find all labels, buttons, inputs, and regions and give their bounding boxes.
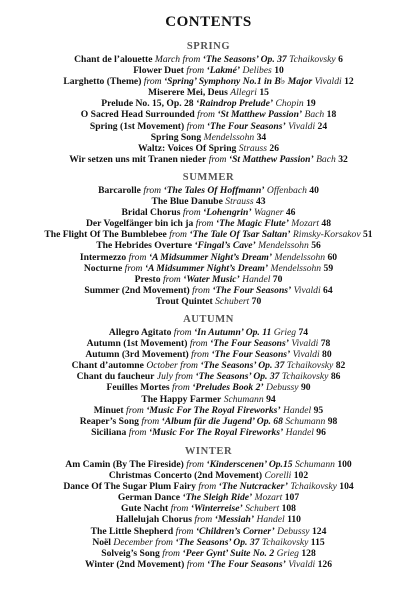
entry-from: from [192, 284, 210, 296]
toc-entry [0, 416, 417, 427]
entry-from: from [172, 382, 190, 394]
entry-title: The Flight Of The Bumblebee [44, 229, 167, 241]
entry-title: Barcarolle [98, 185, 141, 196]
entry-work: ‘Raindrop Prelude’ [196, 98, 274, 110]
entry-title: Chant d’automne [71, 360, 144, 372]
entry-title: Summer (2nd Movement) [84, 284, 190, 296]
entry-from: from [208, 153, 227, 165]
entry-composer: Vivaldi [291, 338, 319, 350]
entry-from: from [197, 109, 215, 121]
toc-entry [0, 229, 417, 240]
entry-from: from [173, 327, 192, 338]
toc-entry [0, 459, 417, 470]
entry-work: ‘Messiah’ [214, 514, 255, 526]
entry-composer: Tchaikovsky [261, 536, 309, 548]
entry-title: Am Camin (By The Fireside) [65, 459, 184, 470]
entry-page-number: 40 [309, 185, 319, 196]
entry-work: ‘The Four Seasons’ [206, 120, 286, 132]
entry-title: Presto [134, 273, 161, 285]
entry-composer: Vivaldi [293, 284, 321, 296]
season-heading: AUTUMN [183, 314, 234, 325]
entry-from: from [182, 207, 201, 219]
entry-composer: Handel [256, 514, 285, 526]
entry-title: Der Vogelfänger bin ich ja [85, 218, 194, 230]
entry-page-number: 24 [317, 120, 328, 132]
entry-title: Siciliana [91, 426, 127, 438]
entry-from: from [162, 547, 180, 559]
entry-composer: Debussy [277, 525, 310, 537]
entry-composer: Bach [316, 153, 336, 165]
entry-page-number: 32 [338, 153, 348, 165]
entry-title: Hallelujah Chorus [116, 514, 192, 526]
entry-from: from [128, 426, 147, 438]
entry-title: Nocturne [83, 262, 123, 274]
entry-title: The Happy Farmer [141, 393, 222, 405]
entry-work: ‘The Magic Flute’ [215, 218, 289, 230]
entry-work: ‘The Four Seasons’ [206, 558, 286, 570]
entry-composer: Mendelssohn [203, 131, 255, 143]
entry-page-number: 12 [344, 76, 354, 88]
entry-composer: Mendelssohn [270, 262, 322, 274]
entry-title: Waltz: Voices Of Spring [137, 142, 237, 154]
entry-from: from [186, 459, 204, 470]
entry-work: ‘The Four Seasons’ [210, 338, 289, 350]
entry-work: ‘Lohengrin’ [203, 207, 252, 219]
toc-entry [0, 218, 417, 229]
entry-work: ‘A Midsummer Night’s Dream’ [144, 262, 269, 274]
entry-page-number: 96 [316, 426, 326, 438]
entry-list [0, 459, 417, 570]
entry-from: October from [146, 360, 198, 372]
toc-entry [0, 109, 417, 120]
toc-entry [0, 185, 417, 196]
entry-title: Feuilles Mortes [106, 382, 170, 394]
toc-entry [0, 371, 417, 382]
toc-entry [0, 263, 417, 274]
entry-from: from [128, 251, 147, 263]
entry-page-number: 48 [321, 218, 332, 230]
toc-entry [0, 132, 417, 143]
entry-from: March from [154, 54, 201, 65]
entry-title: Autumn (3rd Movement) [85, 349, 189, 361]
entry-page-number: 100 [337, 459, 352, 470]
entry-from: from [141, 415, 160, 427]
entry-page-number: 34 [256, 131, 267, 143]
entry-from: from [194, 514, 213, 526]
toc-entry [0, 382, 417, 393]
toc-entry [0, 559, 417, 570]
entry-composer: Rimsky-Korsakov [292, 229, 361, 241]
toc-entry [0, 327, 417, 338]
toc-entry [0, 154, 417, 165]
entry-from: from [186, 120, 205, 132]
toc-entry [0, 514, 417, 525]
toc-entry [0, 240, 417, 251]
entry-title: Noël [92, 536, 111, 548]
entry-title: Minuet [93, 404, 124, 416]
entry-composer: Schumann [223, 393, 264, 405]
entry-work: ‘The Tale Of Tsar Saltan’ [189, 229, 291, 241]
toc-entry [0, 207, 417, 218]
entry-page-number: 115 [310, 536, 325, 548]
entry-composer: Mozart [254, 492, 283, 504]
toc-entry [0, 492, 417, 503]
entry-composer: Debussy [266, 382, 299, 394]
entry-work: ‘Preludes Book 2’ [192, 382, 264, 394]
entry-work: ‘Album für die Jugend’ Op. 68 [161, 415, 283, 427]
entry-title: Larghetto (Theme) [63, 76, 142, 88]
entry-title: The Hebrides Overture [96, 240, 192, 252]
entry-page-number: 94 [266, 393, 276, 405]
toc-entry [0, 405, 417, 416]
entry-work: ‘Music For The Royal Fireworks’ [148, 426, 284, 438]
entry-page-number: 80 [322, 349, 332, 361]
entry-list [0, 185, 417, 307]
entry-page-number: 108 [281, 503, 296, 515]
section-summer [0, 172, 417, 307]
entry-work: ‘The Seasons’ Op. 37 [202, 54, 287, 65]
entry-page-number: 126 [317, 558, 332, 570]
toc-entry [0, 394, 417, 405]
entry-from: from [124, 262, 143, 274]
entry-composer: Delibes [242, 65, 272, 77]
entry-from: from [186, 558, 205, 570]
section-spring [0, 41, 417, 165]
entry-title: Bridal Chorus [121, 207, 181, 219]
toc-entry [0, 481, 417, 492]
page-title: CONTENTS [165, 14, 252, 30]
entry-from: from [162, 273, 181, 285]
entry-composer: Handel [282, 404, 312, 416]
entry-title: Trout Quintet [155, 295, 213, 307]
entry-work: ‘In Autumn’ Op. 11 [193, 327, 272, 338]
entry-composer: Allegri [230, 87, 257, 99]
entry-work: ‘Lakmé’ [206, 65, 241, 77]
entry-composer: Strauss [225, 196, 254, 208]
toc-entry [0, 427, 417, 438]
toc-entry [0, 360, 417, 371]
entry-page-number: 51 [363, 229, 373, 241]
entry-page-number: 82 [335, 360, 346, 372]
entry-list [0, 327, 417, 438]
season-heading: WINTER [184, 446, 233, 457]
entry-page-number: 43 [255, 196, 266, 208]
entry-title: Intermezzo [79, 251, 127, 263]
entry-composer: Corelli [264, 470, 292, 482]
entry-page-number: 26 [269, 142, 279, 154]
entry-page-number: 19 [306, 98, 316, 110]
entry-work: ‘Peer Gynt’ Suite No. 2 [182, 547, 275, 559]
entry-composer: Tchaikovsky [289, 54, 336, 65]
section-winter [0, 446, 417, 570]
entry-from: from [169, 229, 187, 241]
entry-from: December from [113, 536, 173, 548]
toc-entry [0, 338, 417, 349]
entry-work: ‘The Sleigh Ride’ [182, 492, 253, 504]
entry-title: O Sacred Head Surrounded [80, 109, 195, 121]
entry-title: Spring Song [150, 131, 202, 143]
entry-work: ‘The Tales Of Hoffmann’ [163, 185, 265, 196]
entry-work: ‘The Seasons’ Op. 37 [195, 371, 280, 383]
toc-entry [0, 196, 417, 207]
entry-work: ‘Children’s Corner’ [195, 525, 275, 537]
entry-title: Miserere Mei, Deus [148, 87, 228, 99]
entry-composer: Handel [285, 426, 314, 438]
entry-composer: Schubert [245, 503, 280, 515]
entry-work: ‘The Nutcracker’ [218, 481, 288, 493]
entry-title: Chant de l’alouette [74, 54, 153, 65]
entry-composer: Strauss [238, 142, 267, 154]
entry-title: Autumn (1st Movement) [86, 338, 188, 350]
entry-page-number: 104 [339, 481, 354, 493]
toc-entry [0, 54, 417, 65]
season-heading: SUMMER [182, 172, 235, 183]
toc-entry [0, 274, 417, 285]
entry-work: ‘Winterreise’ [190, 503, 243, 515]
entry-title: Wir setzen uns mit Tranen nieder [69, 153, 207, 165]
toc-entry [0, 121, 417, 132]
entry-work: ‘St Matthew Passion’ [217, 109, 303, 121]
entry-composer: Grieg [276, 547, 299, 559]
entry-page-number: 74 [298, 327, 309, 338]
entry-title: Spring (1st Movement) [89, 120, 185, 132]
entry-from: from [191, 349, 209, 361]
entry-page-number: 124 [311, 525, 327, 537]
entry-composer: Vivaldi [314, 76, 342, 88]
entry-list [0, 54, 417, 165]
entry-page-number: 128 [301, 547, 316, 559]
entry-from: from [143, 185, 162, 196]
toc-entry [0, 76, 417, 87]
entry-composer: Mendelssohn [258, 240, 309, 252]
entry-title: German Dance [117, 492, 180, 504]
toc-entry [0, 143, 417, 154]
entry-page-number: 98 [327, 415, 338, 427]
entry-composer: Wagner [253, 207, 284, 219]
entry-page-number: 15 [259, 87, 269, 99]
entry-page-number: 46 [285, 207, 296, 219]
entry-composer: Tchaikovsky [281, 371, 329, 383]
entry-page-number: 64 [323, 284, 333, 296]
entry-page-number: 56 [311, 240, 321, 252]
entry-title: Winter (2nd Movement) [84, 558, 185, 570]
toc-entry [0, 349, 417, 360]
entry-composer: Schumann [294, 459, 335, 470]
entry-page-number: 95 [313, 404, 324, 416]
entry-work: ‘The Seasons’ Op. 37 [200, 360, 285, 372]
entry-title: The Blue Danube [151, 196, 223, 208]
entry-page-number: 102 [293, 470, 309, 482]
entry-page-number: 6 [338, 54, 343, 65]
season-heading: SPRING [186, 41, 231, 52]
entry-from: from [198, 481, 217, 493]
toc-entry [0, 526, 417, 537]
entry-composer: Schumann [285, 415, 326, 427]
entry-from: from [189, 338, 208, 350]
entry-title: Dance Of The Sugar Plum Fairy [63, 481, 196, 493]
entry-composer: Tchaikovsky [290, 481, 337, 493]
entry-composer: Schubert [215, 295, 250, 307]
entry-page-number: 107 [284, 492, 300, 504]
entry-from: from [126, 404, 144, 416]
entry-page-number: 90 [300, 382, 311, 394]
entry-composer: Vivaldi [288, 120, 316, 132]
entry-work: ‘Water Music’ [183, 273, 240, 285]
entry-from: from [143, 76, 162, 88]
entry-work: ‘St Matthew Passion’ [228, 153, 314, 165]
entry-title: Prelude No. 15, Op. 28 [101, 98, 194, 110]
entry-page-number: 86 [330, 371, 341, 383]
section-autumn [0, 314, 417, 438]
entry-composer: Bach [304, 109, 325, 121]
entry-page-number: 78 [320, 338, 331, 350]
entry-page-number: 70 [251, 295, 262, 307]
toc-entry [0, 296, 417, 307]
entry-page-number: 70 [272, 273, 283, 285]
entry-page-number: 18 [326, 109, 337, 121]
entry-composer: Handel [242, 273, 271, 285]
toc-entry [0, 98, 417, 109]
entry-composer: Vivaldi [288, 558, 316, 570]
entry-page-number: 60 [327, 251, 338, 263]
entry-work: ‘Spring’ Symphony No.1 in B♭ Major [163, 76, 313, 88]
entry-title: The Little Shepherd [90, 525, 174, 537]
entry-composer: Mozart [291, 218, 320, 230]
entry-page-number: 10 [274, 65, 284, 77]
entry-composer: Chopin [275, 98, 304, 110]
entry-title: Reaper’s Song [79, 415, 139, 427]
entry-composer: Offenbach [266, 185, 307, 196]
entry-composer: Grieg [273, 327, 297, 338]
entry-work: ‘The Four Seasons’ [211, 349, 291, 361]
entry-from: from [195, 218, 214, 230]
toc-entry [0, 537, 417, 548]
entry-title: Flower Duet [133, 65, 184, 77]
entry-composer: Tchaikovsky [286, 360, 334, 372]
toc-entry [0, 548, 417, 559]
entry-from: from [170, 503, 189, 515]
entry-work: ‘Fingal’s Cave’ [194, 240, 256, 252]
toc-entry [0, 470, 417, 481]
entry-work: ‘A Midsummer Night’s Dream’ [148, 251, 273, 263]
entry-work: ‘Kinderscenen’ Op.15 [206, 459, 293, 470]
entry-work: ‘The Four Seasons’ [212, 284, 292, 296]
toc-entry [0, 503, 417, 514]
entry-from: July from [156, 371, 193, 383]
entry-title: Gute Nacht [121, 503, 169, 515]
toc-entry [0, 87, 417, 98]
entry-title: Allegro Agitato [108, 327, 172, 338]
entry-page-number: 59 [323, 262, 334, 274]
toc-entry [0, 252, 417, 263]
entry-page-number: 110 [287, 514, 301, 526]
toc-entry [0, 285, 417, 296]
entry-work: ‘The Seasons’ Op. 37 [175, 536, 260, 548]
toc-entry [0, 65, 417, 76]
entry-title: Christmas Concerto (2nd Movement) [108, 470, 263, 482]
entry-from: from [175, 525, 194, 537]
entry-work: ‘Music For The Royal Fireworks’ [146, 404, 281, 416]
entry-title: Chant du faucheur [76, 371, 155, 383]
entry-composer: Mendelssohn [274, 251, 326, 263]
entry-title: Solveig’s Song [101, 547, 160, 559]
entry-from: from [186, 65, 205, 77]
entry-composer: Vivaldi [292, 349, 320, 361]
